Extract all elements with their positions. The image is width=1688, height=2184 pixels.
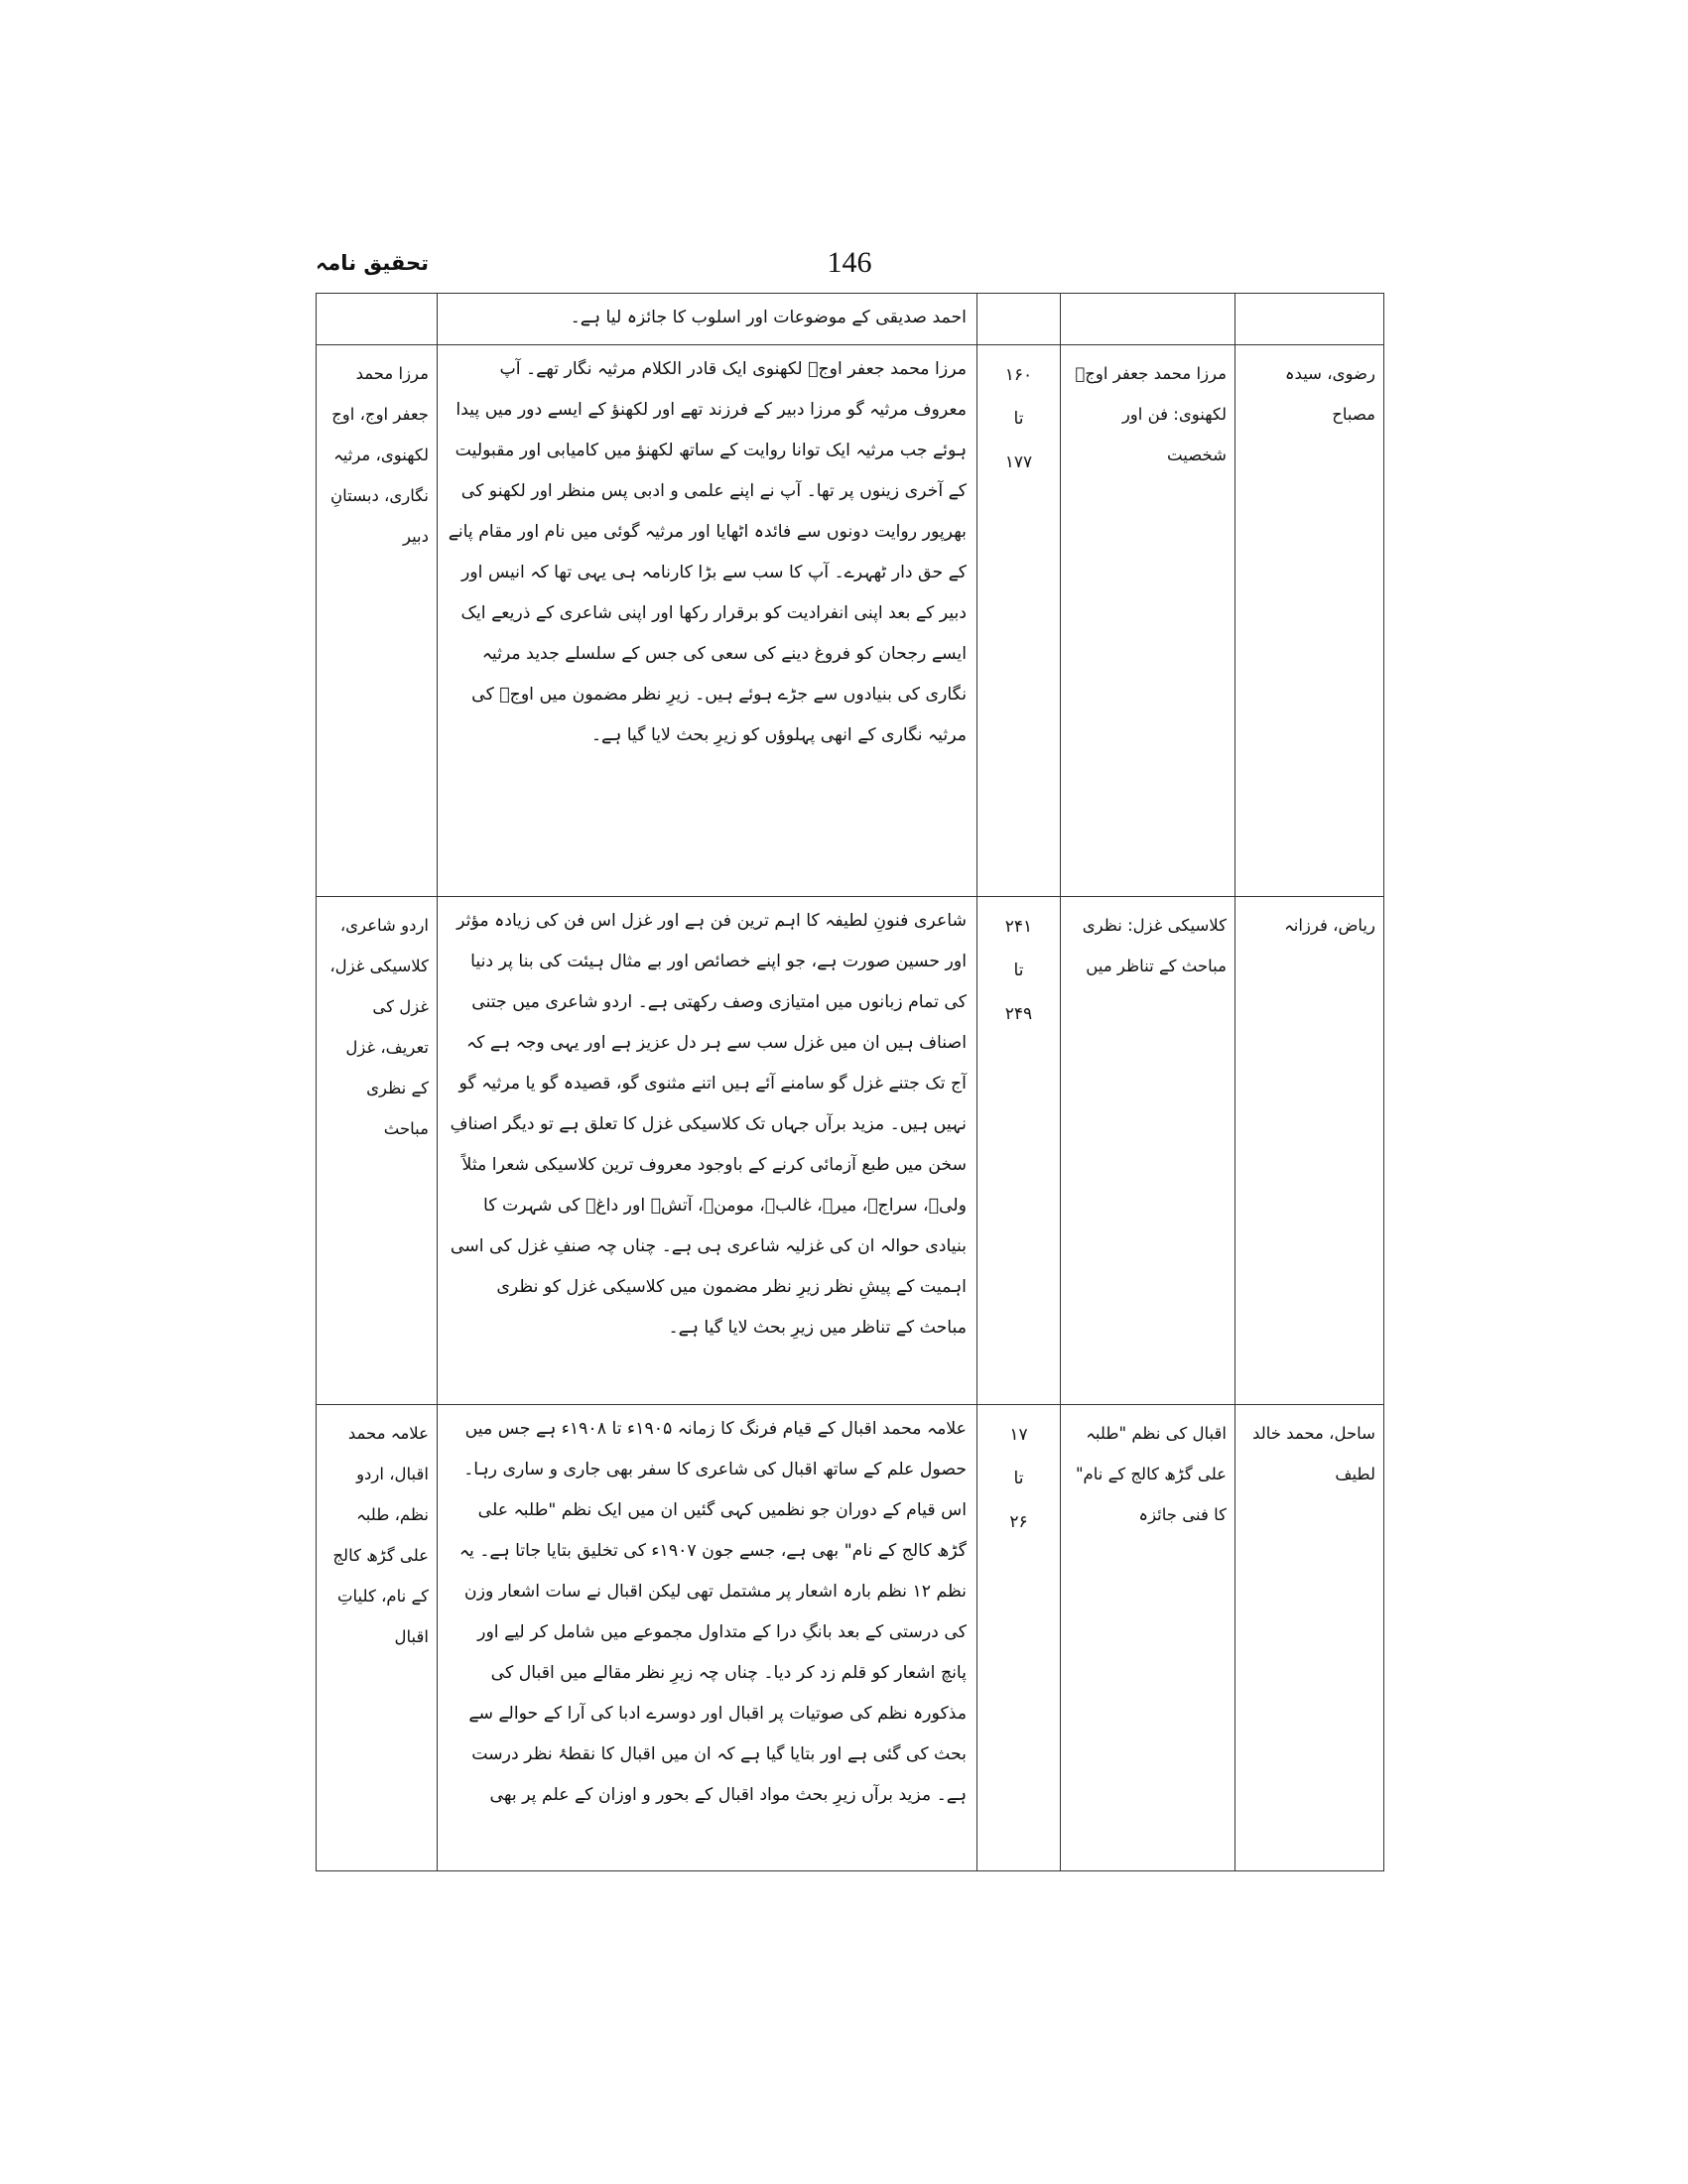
page-number: 146	[827, 246, 872, 279]
title-cell	[1061, 294, 1235, 345]
title-cell: مرزا محمد جعفر اوجؔ لکھنوی: فن اور شخصیت	[1061, 345, 1235, 897]
page-end: ۱۷۷	[1004, 452, 1033, 472]
page-end: ۲۶	[1009, 1512, 1028, 1532]
page-separator: تا	[1013, 409, 1024, 429]
author-cell: رضوی، سیدہ مصباح	[1235, 345, 1384, 897]
page-end: ۲۴۹	[1004, 1004, 1033, 1024]
pages-cell	[977, 897, 1061, 1405]
keywords-cell: مرزا محمد جعفر اوج، اوج لکھنوی، مرثیہ نگاری، دبستانِ دبیر	[317, 345, 438, 897]
keywords-cell	[317, 294, 438, 345]
page-start: ۲۴۱	[1004, 917, 1033, 937]
author-cell	[1235, 294, 1384, 345]
title-cell: اقبال کی نظم "طلبہ علی گڑھ کالج کے نام" کا فنی جائزہ	[1061, 1405, 1235, 1871]
table-row	[317, 897, 1384, 1405]
table-row	[317, 294, 1384, 345]
table-row	[317, 1405, 1384, 1871]
title-cell: کلاسیکی غزل: نظری مباحث کے تناظر میں	[1061, 897, 1235, 1405]
summary-cell: شاعری فنونِ لطیفہ کا اہم ترین فن ہے اور غزل اس فن کی زیادہ مؤثر اور حسین صورت ہے، جو اپنے خصائص اور بے مثال ہیئت کی بنا پر دنیا کی تمام زبانوں میں امتیازی وصف رکھتی ہے۔ اردو شاعری میں جتنی اصناف ہیں ان میں غزل سب سے ہر دل عزیز ہے اور یہی وجہ ہے کہ آج تک جتنے غزل گو سامنے آئے ہیں اتنے مثنوی گو، قصیدہ گو یا مرثیہ گو نہیں ہیں۔ مزید برآں جہاں تک کلاسیکی غزل کا تعلق ہے تو دیگر اصنافِ سخن میں طبع آزمائی کرنے کے باوجود معروف ترین کلاسیکی شعرا مثلاً ولیؔ، سراجؔ، میرؔ، غالبؔ، مومنؔ، آتشؔ اور داغؔ کی شہرت کا بنیادی حوالہ ان کی غزلیہ شاعری ہی ہے۔ چناں چہ صنفِ غزل کی اسی اہمیت کے پیشِ نظر زیرِ نظر مضمون میں کلاسیکی غزل کو نظری مباحث کے تناظر میں زیرِ بحث لایا گیا ہے۔	[438, 897, 977, 1405]
page-separator: تا	[1013, 1469, 1024, 1488]
keywords-cell: اردو شاعری، کلاسیکی غزل، غزل کی تعریف، غزل کے نظری مباحث	[317, 897, 438, 1405]
pages-cell	[977, 345, 1061, 897]
summary-cell: احمد صدیقی کے موضوعات اور اسلوب کا جائزہ لیا ہے۔	[438, 294, 977, 345]
pages-cell	[977, 1405, 1061, 1871]
summary-cell: مرزا محمد جعفر اوجؔ لکھنوی ایک قادر الکلام مرثیہ نگار تھے۔ آپ معروف مرثیہ گو مرزا دبیر کے فرزند تھے اور لکھنؤ کے ایسے دور میں پیدا ہوئے جب مرثیہ ایک توانا روایت کے ساتھ لکھنؤ میں کامیابی اور مقبولیت کے آخری زینوں پر تھا۔ آپ نے اپنے علمی و ادبی پس منظر اور لکھنو کی بھرپور روایت دونوں سے فائدہ اٹھایا اور مرثیہ گوئی میں نام اور مقام پانے کے حق دار ٹھہرے۔ آپ کا سب سے بڑا کارنامہ ہی یہی تھا کہ انیس اور دبیر کے بعد اپنی انفرادیت کو برقرار رکھا اور اپنی شاعری کے ذریعے ایک ایسے رجحان کو فروغ دینے کی سعی کی جس کے سلسلے جدید مرثیہ نگاری کی بنیادوں سے جڑے ہوئے ہیں۔ زیرِ نظر مضمون میں اوجؔ کی مرثیہ نگاری کے انھی پہلوؤں کو زیرِ بحث لایا گیا ہے۔	[438, 345, 977, 897]
table-row	[317, 345, 1384, 897]
page-start: ۱۶۰	[1004, 365, 1033, 385]
journal-title: تحقیق نامہ	[316, 251, 430, 275]
pages-cell	[977, 294, 1061, 345]
author-cell: ساحل، محمد خالد لطیف	[1235, 1405, 1384, 1871]
summary-cell: علامہ محمد اقبال کے قیام فرنگ کا زمانہ ۱۹۰۵ء تا ۱۹۰۸ء ہے جس میں حصول علم کے ساتھ اقبال کی شاعری کا سفر بھی جاری و ساری رہا۔ اس قیام کے دوران جو نظمیں کہی گئیں ان میں ایک نظم "طلبہ علی گڑھ کالج کے نام" بھی ہے، جسے جون ۱۹۰۷ء کی تخلیق بتایا جاتا ہے۔ یہ نظم ۱۲ نظم بارہ اشعار پر مشتمل تھی لیکن اقبال نے سات اشعار وزن کی درستی کے بعد بانگِ درا کے متداول مجموعے میں شامل کر لیے اور پانچ اشعار کو قلم زد کر دیا۔ چناں چہ زیرِ نظر مقالے میں اقبال کی مذکورہ نظم کی صوتیات پر اقبال اور دوسرے ادبا کی آرا کے حوالے سے بحث کی گئی ہے اور بتایا گیا ہے کہ ان میں اقبال کا نقطۂ نظر درست ہے۔ مزید برآں زیرِ بحث مواد اقبال کے بحور و اوزان کے علم پر بھی	[438, 1405, 977, 1871]
page-separator: تا	[1013, 961, 1024, 980]
page-header	[316, 243, 1383, 287]
author-cell: ریاض، فرزانہ	[1235, 897, 1384, 1405]
keywords-cell: علامہ محمد اقبال، اردو نظم، طلبہ علی گڑھ کالج کے نام، کلیاتِ اقبال	[317, 1405, 438, 1871]
page-start: ۱۷	[1009, 1425, 1028, 1445]
article-index-table	[316, 293, 1384, 1871]
